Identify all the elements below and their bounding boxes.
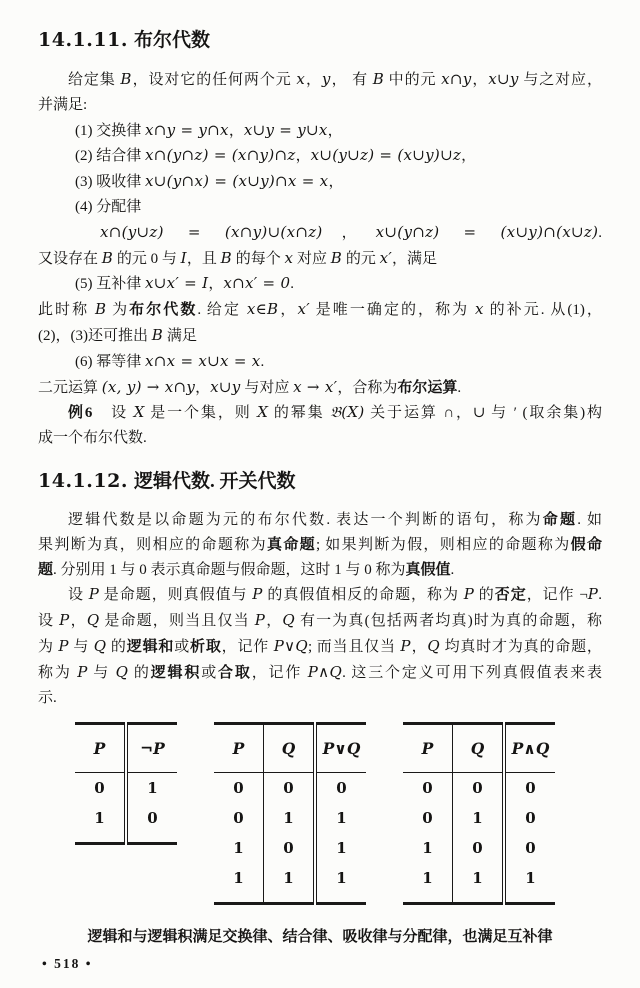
bold-term: 真假值 bbox=[405, 561, 451, 578]
table-cell: 1 bbox=[264, 803, 316, 833]
text-line bbox=[38, 634, 602, 660]
text: 关于运算 ∩，∪ 与 ′ (取余集)构 bbox=[364, 405, 602, 422]
text: ， bbox=[305, 72, 322, 88]
table-cell: 1 bbox=[126, 773, 177, 804]
table-row bbox=[75, 773, 177, 804]
text: 设 bbox=[68, 587, 89, 604]
text: 又设存在 bbox=[38, 250, 102, 267]
text: 与之对应， bbox=[518, 72, 602, 88]
math-text: P bbox=[59, 611, 70, 630]
table-header-row bbox=[403, 724, 555, 773]
column-header: Q bbox=[453, 724, 505, 773]
section-title: 布尔代数 bbox=[133, 30, 210, 51]
text: 满足 bbox=[163, 327, 197, 344]
text-line bbox=[38, 349, 602, 375]
text-line bbox=[38, 686, 602, 711]
text-line bbox=[38, 67, 602, 93]
column-header: P∧Q bbox=[504, 724, 555, 773]
table-cell bbox=[264, 893, 316, 904]
text: 的 bbox=[128, 664, 151, 681]
text: (6) 幂等律 bbox=[75, 353, 145, 370]
text-line bbox=[38, 118, 602, 144]
text-line bbox=[38, 375, 602, 401]
text: ， 有 bbox=[330, 72, 373, 88]
math-text: I bbox=[180, 248, 187, 267]
text: . 给定 bbox=[197, 302, 247, 319]
text-line bbox=[38, 426, 602, 451]
column-header: P∨Q bbox=[315, 724, 366, 773]
text: 的 bbox=[474, 587, 495, 604]
text: 设 bbox=[38, 613, 60, 630]
math-text: x bbox=[284, 248, 294, 267]
math-text: x∩y = y∩x bbox=[145, 120, 229, 139]
table-row bbox=[75, 803, 177, 833]
truth-table-conjunction bbox=[403, 722, 555, 905]
text: 的幂集 bbox=[268, 405, 331, 422]
text: ，记作 bbox=[221, 638, 274, 655]
text: 与对应 bbox=[240, 379, 294, 396]
text-line bbox=[38, 220, 602, 246]
text: 的补元. 从(1)， bbox=[483, 302, 602, 319]
text: ， bbox=[327, 122, 343, 139]
table-note: 逻辑和与逻辑积满足交换律、结合律、吸收律与分配律，也满足互补律 bbox=[87, 929, 553, 946]
math-text: X bbox=[133, 403, 145, 422]
text: ， bbox=[461, 148, 477, 165]
text: 示. bbox=[38, 689, 57, 706]
text: ， bbox=[322, 224, 376, 241]
math-text: B bbox=[151, 325, 164, 344]
table-cell: 0 bbox=[504, 773, 555, 804]
text: 为 bbox=[38, 638, 59, 655]
bold-term: 假命 bbox=[570, 536, 602, 553]
table-cell: 0 bbox=[422, 809, 433, 828]
bold-term: 真命题 bbox=[266, 536, 317, 553]
text: ， bbox=[69, 613, 87, 630]
math-text: Q bbox=[93, 636, 107, 655]
table-cell: 1 bbox=[233, 839, 244, 858]
text: 逻辑代数是以命题为元的布尔代数. 表达一个判断的语句，称为 bbox=[68, 511, 543, 528]
text: ，满足 bbox=[392, 250, 438, 267]
math-text: x∩x = x∪x = x bbox=[145, 351, 261, 370]
text: . bbox=[450, 561, 455, 578]
math-text: y bbox=[321, 70, 331, 88]
table-row bbox=[75, 833, 177, 844]
table-cell bbox=[75, 833, 126, 844]
table-cell: 1 bbox=[422, 839, 433, 858]
text: ， bbox=[410, 638, 428, 655]
math-text: x∩(y∩z) = (x∩y)∩z bbox=[145, 146, 296, 165]
math-text: Q bbox=[282, 611, 296, 630]
math-text: x∪(y∪z) = (x∪y)∪z bbox=[310, 146, 462, 165]
text: . 如 bbox=[577, 511, 602, 528]
table-row bbox=[214, 863, 366, 893]
table-cell: 0 bbox=[315, 773, 366, 804]
text: ， bbox=[195, 379, 211, 396]
math-text: x∪(y∩x) = (x∪y)∩x = x bbox=[145, 172, 329, 191]
text: 果判断为真，则相应的命题称为 bbox=[38, 536, 267, 553]
text: 均真时才为真的命题， bbox=[440, 638, 602, 655]
table-cell: 0 bbox=[233, 809, 244, 828]
table-row bbox=[403, 833, 555, 863]
math-text: 𝔅(X) bbox=[330, 403, 365, 422]
table-cell: 0 bbox=[453, 773, 505, 804]
text: (3) 吸收律 bbox=[75, 174, 145, 191]
table-row bbox=[214, 773, 366, 804]
table-cell: 0 bbox=[504, 833, 555, 863]
text: 称为 bbox=[38, 664, 78, 681]
text-line bbox=[38, 297, 602, 323]
math-text: X bbox=[257, 403, 269, 422]
bold-term: 题 bbox=[38, 561, 54, 578]
text: ， bbox=[228, 122, 244, 139]
math-text: B bbox=[372, 70, 385, 88]
math-text: x bbox=[475, 300, 484, 319]
text: . bbox=[457, 379, 462, 396]
math-text: P∨Q bbox=[273, 636, 308, 655]
table-cell bbox=[126, 833, 177, 844]
text-line bbox=[38, 195, 602, 220]
column-header: Q bbox=[264, 724, 316, 773]
text: 成一个布尔代数. bbox=[38, 430, 147, 447]
truth-table-negation bbox=[75, 722, 177, 845]
table-cell: 1 bbox=[315, 863, 366, 893]
math-text: Q bbox=[86, 611, 100, 630]
text: ， bbox=[328, 174, 344, 191]
text: 的每个 bbox=[231, 250, 285, 267]
text: (4) 分配律 bbox=[75, 198, 142, 215]
math-text: P bbox=[58, 636, 69, 655]
table-cell: 1 bbox=[315, 803, 366, 833]
math-text: x∩y bbox=[441, 70, 472, 88]
text: (1) 交换律 bbox=[75, 122, 145, 139]
table-row bbox=[214, 893, 366, 904]
table-row bbox=[403, 863, 555, 893]
text: (5) 互补律 bbox=[75, 276, 145, 293]
text: 或 bbox=[201, 664, 219, 681]
text-line bbox=[38, 169, 602, 195]
table-cell bbox=[214, 893, 264, 904]
table-row bbox=[403, 773, 555, 804]
table-row bbox=[403, 803, 555, 833]
table-cell: 1 bbox=[315, 833, 366, 863]
math-text: x∪y = y∪x bbox=[243, 120, 328, 139]
text-line bbox=[38, 533, 602, 558]
text: ， bbox=[295, 148, 311, 165]
math-text: P bbox=[252, 585, 263, 604]
text-line bbox=[38, 508, 602, 533]
math-text: P bbox=[77, 662, 88, 681]
section-title: 逻辑代数. 开关代数 bbox=[133, 470, 296, 492]
math-text: x∪y bbox=[210, 377, 241, 396]
bold-term: 布尔运算 bbox=[397, 379, 458, 396]
math-text: (x, y) → x∩y bbox=[101, 377, 196, 396]
text: ，记作 ¬ bbox=[526, 587, 588, 604]
math-text: P bbox=[587, 585, 599, 604]
table-cell: 0 bbox=[504, 803, 555, 833]
text: 的真假值相反的命题，称为 bbox=[262, 587, 464, 604]
math-text: B bbox=[120, 70, 132, 88]
math-text: x∪x′ = I bbox=[145, 274, 209, 293]
truth-tables bbox=[75, 722, 602, 905]
text: 或 bbox=[174, 638, 191, 655]
text: 与 bbox=[87, 664, 116, 681]
math-text: P∧Q bbox=[307, 662, 343, 681]
math-text: Q bbox=[115, 662, 129, 681]
table-cell: 1 bbox=[94, 809, 105, 828]
math-text: Q bbox=[427, 636, 441, 655]
table-cell: 0 bbox=[453, 833, 505, 863]
text: ， bbox=[265, 613, 283, 630]
text: 设 bbox=[92, 405, 134, 422]
section-number: 14.1.12. bbox=[38, 469, 128, 492]
table-header-row bbox=[214, 724, 366, 773]
text: 二元运算 bbox=[38, 379, 102, 396]
table-cell: 0 bbox=[233, 779, 244, 798]
table-cell: 1 bbox=[504, 863, 555, 893]
section-1-body bbox=[38, 67, 602, 451]
text: . 这三个定义可用下列真假值表来表 bbox=[342, 664, 602, 681]
text-line bbox=[38, 271, 602, 297]
table-row bbox=[403, 893, 555, 904]
math-text: x bbox=[296, 70, 306, 88]
section-heading-logic-algebra bbox=[38, 469, 602, 494]
text-line bbox=[38, 558, 602, 583]
table-cell: 1 bbox=[233, 869, 244, 888]
text: 对应 bbox=[293, 250, 331, 267]
table-row bbox=[214, 833, 366, 863]
table-cell: 1 bbox=[422, 869, 433, 888]
table-cell: 1 bbox=[453, 863, 505, 893]
text-line bbox=[38, 246, 602, 272]
text: ， bbox=[278, 302, 298, 319]
bold-term: 布尔代数 bbox=[129, 302, 198, 319]
text: (2)，(3)还可推出 bbox=[38, 327, 152, 344]
math-text: P bbox=[254, 611, 266, 630]
text: . 分别用 1 与 0 表示真命题与假命题，这时 1 与 0 称为 bbox=[53, 561, 406, 578]
table-cell: 1 bbox=[453, 803, 505, 833]
page-number: • 518 • bbox=[42, 956, 93, 971]
math-text: B bbox=[220, 248, 232, 267]
table-cell: 0 bbox=[94, 779, 105, 798]
math-text: x′ bbox=[379, 248, 393, 267]
text-line bbox=[38, 660, 602, 686]
text: . bbox=[598, 587, 602, 604]
text: . bbox=[598, 224, 602, 241]
table-cell: 1 bbox=[264, 863, 316, 893]
table-cell: 0 bbox=[264, 833, 316, 863]
text: ，记作 bbox=[251, 664, 308, 681]
bold-term: 例6 bbox=[68, 405, 93, 422]
table-cell bbox=[315, 893, 366, 904]
section-heading-boolean-algebra bbox=[38, 28, 602, 53]
text: 并满足: bbox=[38, 96, 88, 113]
section-2-body bbox=[38, 508, 602, 710]
table-cell bbox=[504, 893, 555, 904]
text: ; 而当且仅当 bbox=[307, 638, 401, 655]
table-header-row bbox=[75, 724, 177, 773]
bold-term: 逻辑积 bbox=[150, 664, 202, 681]
math-text: x′ bbox=[297, 300, 310, 319]
math-text: x∪(y∩z) = (x∪y)∩(x∪z) bbox=[375, 222, 599, 241]
math-text: x → x′ bbox=[293, 377, 338, 396]
text: . bbox=[260, 353, 265, 370]
math-text: x∈B bbox=[246, 300, 279, 319]
bold-term: 否定 bbox=[494, 587, 527, 604]
bold-term: 合取 bbox=[218, 664, 252, 681]
text-line bbox=[38, 143, 602, 169]
bold-term: 命题 bbox=[542, 511, 578, 528]
table-cell: 0 bbox=[422, 779, 433, 798]
table-row bbox=[214, 803, 366, 833]
text: ， bbox=[471, 72, 489, 88]
text: 的 bbox=[106, 638, 127, 655]
math-text: P bbox=[463, 585, 475, 604]
text: 的元 bbox=[342, 250, 380, 267]
column-header: ¬P bbox=[126, 724, 177, 773]
table-cell: 0 bbox=[126, 803, 177, 833]
text: ， bbox=[208, 276, 224, 293]
truth-table-disjunction bbox=[214, 722, 366, 905]
math-text: B bbox=[94, 300, 107, 319]
column-header: P bbox=[214, 724, 264, 773]
table-cell bbox=[453, 893, 505, 904]
math-text: x∩(y∪z) = (x∩y)∪(x∩z) bbox=[100, 222, 323, 241]
math-text: P bbox=[400, 636, 411, 655]
table-cell: 0 bbox=[264, 773, 316, 804]
math-text: B bbox=[101, 248, 114, 267]
text: 是命题，则真假值与 bbox=[99, 587, 253, 604]
text-line bbox=[38, 93, 602, 118]
text: 是命题，则当且仅当 bbox=[99, 613, 255, 630]
section-number: 14.1.11. bbox=[38, 29, 128, 51]
math-text: x∪y bbox=[488, 70, 519, 88]
text: 给定集 bbox=[68, 72, 121, 88]
text: . bbox=[290, 276, 295, 293]
text: ，合称为 bbox=[337, 379, 398, 396]
text: 有一为真(包括两者均真)时为真的命题，称 bbox=[295, 613, 602, 630]
text: ，设对它的任何两个元 bbox=[131, 72, 297, 88]
math-text: x∩x′ = 0 bbox=[223, 274, 291, 293]
text: (2) 结合律 bbox=[75, 148, 145, 165]
text-line bbox=[38, 323, 602, 349]
text: 为 bbox=[106, 302, 130, 319]
text: ，且 bbox=[186, 250, 221, 267]
text: ; 如果判断为假，则相应的命题称为 bbox=[316, 536, 571, 553]
text-line bbox=[38, 400, 602, 426]
text: 此时称 bbox=[38, 302, 95, 319]
text: 是唯一确定的，称为 bbox=[309, 302, 476, 319]
math-text: P bbox=[88, 585, 100, 604]
text: 与 bbox=[68, 638, 94, 655]
table-cell bbox=[403, 893, 453, 904]
math-text: B bbox=[330, 248, 343, 267]
text: 是一个集，则 bbox=[144, 405, 258, 422]
text-line bbox=[38, 582, 602, 608]
column-header: P bbox=[75, 724, 126, 773]
bold-term: 逻辑和 bbox=[126, 638, 175, 655]
column-header: P bbox=[403, 724, 453, 773]
text: 的元 0 与 bbox=[113, 250, 181, 267]
text: 中的元 bbox=[384, 72, 442, 88]
bold-term: 析取 bbox=[190, 638, 222, 655]
text-line bbox=[38, 608, 602, 634]
